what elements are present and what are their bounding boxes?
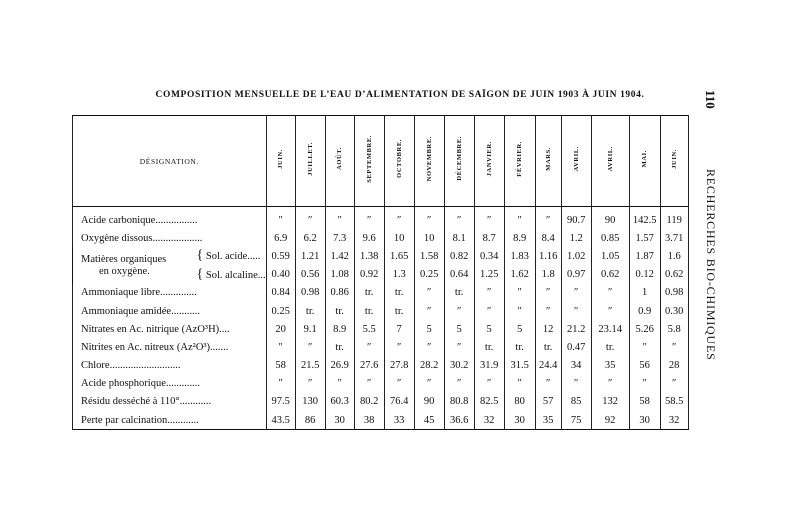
row-label: Oxygène dissous................... [73, 229, 267, 247]
table-row [73, 375, 689, 393]
table-cell: 0.82 [444, 247, 474, 265]
table-row [73, 411, 689, 430]
month-label: AVRIL. [572, 145, 580, 172]
table-cell: 5 [504, 320, 535, 338]
table-row [73, 229, 689, 247]
table-cell: ″ [504, 375, 535, 393]
row-label: Perte par calcination............ [73, 411, 267, 430]
table-row [73, 284, 689, 302]
table-cell: 35 [591, 357, 629, 375]
table-cell: 0.40 [266, 266, 295, 284]
table-cell: 0.62 [591, 266, 629, 284]
table-cell: ″ [325, 375, 354, 393]
table-cell: 1.62 [504, 266, 535, 284]
table-cell: tr. [384, 302, 414, 320]
month-label: JANVIER. [485, 140, 493, 177]
table-cell: 1.2 [561, 229, 591, 247]
month-label: FÉVRIER. [516, 140, 524, 177]
month-header [474, 116, 504, 207]
table-cell: tr. [325, 302, 354, 320]
table-cell: tr. [504, 338, 535, 356]
table-cell: 0.85 [591, 229, 629, 247]
table-cell: 0.64 [444, 266, 474, 284]
table-cell: ″ [414, 375, 444, 393]
table-cell: 130 [295, 393, 325, 411]
table-cell: ″ [591, 284, 629, 302]
table-cell: ″ [295, 375, 325, 393]
month-label: AOÛT. [336, 147, 344, 170]
row-label: Résidu desséché à 110°............ [73, 393, 267, 411]
table-cell: ″ [414, 284, 444, 302]
table-cell: 5 [444, 320, 474, 338]
table-cell: tr. [384, 284, 414, 302]
table-cell: 0.59 [266, 247, 295, 265]
table-cell: 23.14 [591, 320, 629, 338]
table-cell: 36.6 [444, 411, 474, 430]
table-cell: 28.2 [414, 357, 444, 375]
month-label: JUILLET. [306, 141, 314, 176]
table-cell: 27.6 [354, 357, 384, 375]
table-cell: 119 [660, 207, 688, 230]
alkaline-label: { Sol. alcaline... [193, 266, 267, 284]
table-cell: ″ [295, 338, 325, 356]
month-label: DÉCEMBRE. [455, 136, 463, 181]
table-cell: 38 [354, 411, 384, 430]
table-cell: 5.26 [629, 320, 660, 338]
table-cell: 0.98 [660, 284, 688, 302]
table-cell: ″ [266, 207, 295, 230]
organic-label [73, 247, 193, 283]
table-cell: 90.7 [561, 207, 591, 230]
table-cell: 28 [660, 357, 688, 375]
table-cell: 24.4 [535, 357, 561, 375]
row-label: Chlore........................... [73, 357, 267, 375]
table-cell: 97.5 [266, 393, 295, 411]
month-header [561, 116, 591, 207]
table-cell: 9.6 [354, 229, 384, 247]
table-row [73, 302, 689, 320]
table-cell: ″ [444, 207, 474, 230]
table-cell: 8.9 [504, 229, 535, 247]
month-header [295, 116, 325, 207]
table-cell: ″ [444, 302, 474, 320]
table-cell: 0.56 [295, 266, 325, 284]
table-cell: 0.62 [660, 266, 688, 284]
table-cell: 30 [504, 411, 535, 430]
table-cell: tr. [295, 302, 325, 320]
month-header [504, 116, 535, 207]
table-cell: ″ [474, 375, 504, 393]
month-label: JUIN. [277, 148, 285, 169]
page-title: COMPOSITION MENSUELLE DE L’EAU D’ALIMENTATION DE SAÏGON DE JUIN 1903 À JUIN 1904. [155, 90, 645, 100]
table-cell: ″ [561, 375, 591, 393]
table-cell: 0.86 [325, 284, 354, 302]
table-row [73, 207, 689, 230]
table-cell: 1.57 [629, 229, 660, 247]
table-cell: 26.9 [325, 357, 354, 375]
month-label: JUIN. [670, 148, 678, 169]
table-cell: ″ [504, 302, 535, 320]
table-row [73, 320, 689, 338]
table-cell: 1.21 [295, 247, 325, 265]
table-row [73, 247, 689, 265]
table-cell: 31.5 [504, 357, 535, 375]
row-label: Acide phosphorique............. [73, 375, 267, 393]
running-head: RECHERCHES BIO-CHIMIQUES [704, 169, 718, 361]
table-cell: 33 [384, 411, 414, 430]
table-cell: 0.84 [266, 284, 295, 302]
organic-label-line1: Matières organiques [81, 253, 167, 265]
table-cell: 92 [591, 411, 629, 430]
month-header [660, 116, 688, 207]
table-cell: 21.2 [561, 320, 591, 338]
row-label: Ammoniaque amidée........... [73, 302, 267, 320]
table-cell: ″ [414, 207, 444, 230]
composition-table [72, 115, 689, 430]
table-cell: 1.38 [354, 247, 384, 265]
table-cell: 6.2 [295, 229, 325, 247]
table-cell: ″ [414, 338, 444, 356]
table-cell: 1.05 [591, 247, 629, 265]
table-cell: 8.7 [474, 229, 504, 247]
table-cell: 85 [561, 393, 591, 411]
table-cell: 1 [629, 284, 660, 302]
table-cell: 8.1 [444, 229, 474, 247]
table-cell: 1.6 [660, 247, 688, 265]
table-cell: ″ [354, 207, 384, 230]
table-cell: 45 [414, 411, 444, 430]
table-cell: 80.8 [444, 393, 474, 411]
table-cell: tr. [474, 338, 504, 356]
table-cell: 5 [414, 320, 444, 338]
table-cell: 75 [561, 411, 591, 430]
month-header [629, 116, 660, 207]
month-label: MAI. [641, 149, 649, 168]
table-cell: 1.65 [384, 247, 414, 265]
table-cell: 30 [325, 411, 354, 430]
table-row [73, 338, 689, 356]
table-cell: 0.92 [354, 266, 384, 284]
table-cell: ″ [535, 207, 561, 230]
table-cell: ″ [295, 207, 325, 230]
month-label: OCTOBRE. [395, 139, 403, 178]
table-cell: ″ [384, 375, 414, 393]
table-cell: 32 [474, 411, 504, 430]
table-cell: 1.83 [504, 247, 535, 265]
table-cell: 9.1 [295, 320, 325, 338]
table-cell: ″ [354, 375, 384, 393]
table-cell: 1.16 [535, 247, 561, 265]
table-cell: tr. [591, 338, 629, 356]
table-cell: 34 [561, 357, 591, 375]
table-cell: 56 [629, 357, 660, 375]
month-header [414, 116, 444, 207]
table-cell: ″ [535, 375, 561, 393]
table-cell: 0.47 [561, 338, 591, 356]
table-cell: 132 [591, 393, 629, 411]
table-cell: 5 [474, 320, 504, 338]
month-label: MARS. [544, 146, 552, 171]
row-label: Nitrites en Ac. nitreux (Az²O³)....... [73, 338, 267, 356]
table-cell: ″ [591, 375, 629, 393]
table-cell: ″ [444, 375, 474, 393]
table-cell: 0.25 [266, 302, 295, 320]
table-cell: ″ [535, 302, 561, 320]
table-body [73, 207, 689, 430]
month-header [535, 116, 561, 207]
table-cell: ″ [660, 375, 688, 393]
month-header [591, 116, 629, 207]
table-cell: 6.9 [266, 229, 295, 247]
acid-label: { Sol. acide..... [193, 247, 267, 265]
month-header [354, 116, 384, 207]
table-cell: 58 [266, 357, 295, 375]
table-cell: ″ [266, 338, 295, 356]
designation-header: DÉSIGNATION. [73, 116, 267, 207]
table-cell: 1.25 [474, 266, 504, 284]
table-cell: ″ [561, 284, 591, 302]
table-cell: 80 [504, 393, 535, 411]
table-cell: ″ [444, 338, 474, 356]
table-cell: ″ [474, 284, 504, 302]
table-cell: 0.12 [629, 266, 660, 284]
row-label: Ammoniaque libre.............. [73, 284, 267, 302]
table-cell: ″ [474, 207, 504, 230]
month-label: SEPTEMBRE. [365, 134, 373, 183]
table-cell: 90 [414, 393, 444, 411]
table-cell: 1.42 [325, 247, 354, 265]
table-cell: 58.5 [660, 393, 688, 411]
table-cell: 30 [629, 411, 660, 430]
table-cell: 60.3 [325, 393, 354, 411]
table-cell: ″ [504, 207, 535, 230]
table-cell: 32 [660, 411, 688, 430]
table-cell: 20 [266, 320, 295, 338]
acid-label-text: Sol. acide..... [205, 251, 261, 263]
table-cell: 58 [629, 393, 660, 411]
page-number: 110 [703, 90, 718, 109]
table-cell: 90 [591, 207, 629, 230]
month-label: NOVEMBRE. [425, 135, 433, 182]
table-cell: ″ [474, 302, 504, 320]
table-cell: tr. [325, 338, 354, 356]
table-cell: 76.4 [384, 393, 414, 411]
table-cell: ″ [629, 338, 660, 356]
table-header-row [73, 116, 689, 207]
month-header [384, 116, 414, 207]
table-cell: 8.4 [535, 229, 561, 247]
month-label: AVRIL. [606, 145, 614, 172]
table-cell: 5.8 [660, 320, 688, 338]
table-row [73, 393, 689, 411]
table-cell: ″ [629, 375, 660, 393]
table-cell: ″ [325, 207, 354, 230]
table-cell: 10 [384, 229, 414, 247]
table-cell: 0.30 [660, 302, 688, 320]
table-cell: 0.34 [474, 247, 504, 265]
table-cell: 86 [295, 411, 325, 430]
table-cell: 80.2 [354, 393, 384, 411]
table-cell: 1.58 [414, 247, 444, 265]
table-cell: 7 [384, 320, 414, 338]
table-cell: 31.9 [474, 357, 504, 375]
table-cell: 5.5 [354, 320, 384, 338]
table-cell: 0.9 [629, 302, 660, 320]
month-header [266, 116, 295, 207]
table-cell: ″ [414, 302, 444, 320]
table-cell: 30.2 [444, 357, 474, 375]
row-label: Acide carbonique................ [73, 207, 267, 230]
table-cell: ″ [384, 338, 414, 356]
table-cell: 1.02 [561, 247, 591, 265]
table-cell: ″ [354, 338, 384, 356]
table-cell: 35 [535, 411, 561, 430]
month-header [325, 116, 354, 207]
table-cell: 8.9 [325, 320, 354, 338]
table-cell: 21.5 [295, 357, 325, 375]
table-cell: 1.8 [535, 266, 561, 284]
table-cell: 27.8 [384, 357, 414, 375]
table-cell: tr. [444, 284, 474, 302]
table-cell: 3.71 [660, 229, 688, 247]
row-label: Nitrates en Ac. nitrique (AzO³H).... [73, 320, 267, 338]
table-row [73, 357, 689, 375]
table-cell: ″ [266, 375, 295, 393]
table-cell: 1.08 [325, 266, 354, 284]
table-cell: ″ [384, 207, 414, 230]
organic-label-line2: en oxygène. [99, 265, 150, 277]
table-cell: tr. [535, 338, 561, 356]
table-cell: 0.98 [295, 284, 325, 302]
table-cell: ″ [504, 284, 535, 302]
table-cell: ″ [561, 302, 591, 320]
table-cell: 43.5 [266, 411, 295, 430]
table-cell: 0.25 [414, 266, 444, 284]
table-cell: 0.97 [561, 266, 591, 284]
table-cell: ″ [591, 302, 629, 320]
table-cell: 10 [414, 229, 444, 247]
table-cell: 1.3 [384, 266, 414, 284]
table-cell: 7.3 [325, 229, 354, 247]
table-cell: 142.5 [629, 207, 660, 230]
table-cell: tr. [354, 284, 384, 302]
table-cell: 57 [535, 393, 561, 411]
alkaline-label-text: Sol. alcaline... [205, 269, 266, 281]
table-cell: ″ [660, 338, 688, 356]
table-cell: 82.5 [474, 393, 504, 411]
table-cell: 12 [535, 320, 561, 338]
table-cell: ″ [535, 284, 561, 302]
month-header [444, 116, 474, 207]
table-cell: 1.87 [629, 247, 660, 265]
table-cell: tr. [354, 302, 384, 320]
